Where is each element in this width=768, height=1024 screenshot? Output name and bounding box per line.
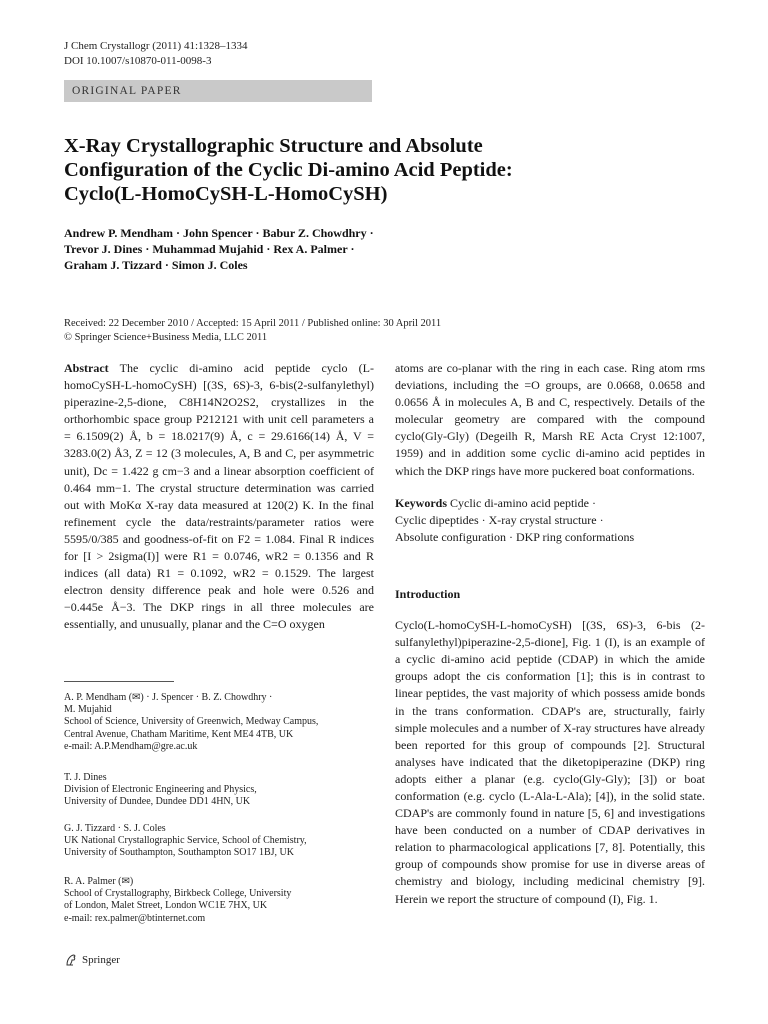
affiliation-block	[64, 823, 374, 860]
title-line: Configuration of the Cyclic Di-amino Acid Peptide:	[64, 159, 513, 181]
keywords-block	[395, 495, 705, 546]
springer-horse-icon	[64, 953, 78, 967]
right-column	[395, 360, 705, 908]
affiliation-line: University of Dundee, Dundee DD1 4HN, UK	[64, 796, 251, 808]
author-list	[64, 225, 704, 273]
affiliation-line: M. Mujahid	[64, 704, 112, 716]
introduction-heading: Introduction	[395, 586, 461, 601]
abstract-text: The cyclic di-amino acid peptide cyclo (L-homoCySH-L-homoCySH) [(3S, 6S)-3, 6-bis(2-sulfanylethyl) piperazine-2,5-dione, C8H14N2O2S2, crystallizes in the orthorhombic space group P212121 with unit cell parameters a = 6.1509(2) Å, b = 18.0217(9) Å, c = 29.6166(14) Å, V = 3283.0(2) Å3, Z = 12 (3 molecules, A, B and C, per asymmetric unit), Dc = 1.422 g cm−3 and a linear absorption coefficient of 0.464 mm−1. The crystal structure determination was carried out with MoKα X-ray data measured at 120(2) K. In the final refinement cycle the data/restraints/parameter ratios were 5595/0/385 and goodness-of-fit on F2 = 1.084. Final R indices for [I > 2sigma(I)] were R1 = 0.0746, wR2 = 0.1356 and R indices (all data) R1 = 0.1092, wR2 = 0.1529. The largest electron density difference peak and hole were 0.526 and −0.445e Å−3. The DKP rings in all three molecules are essentially, and unusually, planar and the C=O oxygen	[64, 361, 374, 632]
affiliation-line: T. J. Dines	[64, 772, 107, 783]
affiliation-line: Division of Electronic Engineering and Physics,	[64, 784, 257, 796]
introduction-text: Cyclo(L-homoCySH-L-homoCySH) [(3S, 6S)-3, 6-bis (2-sulfanylethyl)piperazine-2,5-dione], Fig. 1 (I), is an example of a cyclic di-amino acid peptide (CDAP) in which the amide groups adopt the cis conformation [1]; this is in contrast to linear peptides, the vast majority of which possess amide bonds in the trans conformation. CDAP's are, structurally, fairly simple molecules and a number of X-ray structures have already been reported for this group of compounds [2]. Structural analyses have indicated that the diketopiperazine (DKP) ring adopts either a planar (e.g. cyclo(Gly-Gly); [3]) or boat conformation (e.g. cyclo (L-Ala-L-Ala); [4]), in the solid state. CDAP's are commonly found in nature [5, 6] and investigations have been conducted on a number of CDAP derivatives in relation to pharmacological applications [7, 8]. Potentially, this group of compounds show promise for use in diverse areas of chemistry and biology, including medicinal chemistry [9]. Herein we report the structure of compound (I), Fig. 1.	[395, 618, 705, 906]
journal-citation: J Chem Crystallogr (2011) 41:1328–1334	[64, 40, 248, 52]
doi-line[interactable]: DOI 10.1007/s10870-011-0098-3	[64, 55, 212, 67]
affiliation-line: UK National Crystallographic Service, School of Chemistry,	[64, 835, 307, 847]
title-line: X-Ray Crystallographic Structure and Absolute	[64, 135, 483, 157]
abstract-continued: atoms are co-planar with the ring in each case. Ring atom rms deviations, including the =O groups, are 0.0668, 0.0658 and 0.0656 Å in molecules A, B and C, respectively. Details of the molecular geometry are compared with the compound cyclo(Gly-Gly) (Degeilh R, Marsh RE Acta Cryst 12:1007, 1959) and in addition some cyclic di-amino acid peptides in which the DKP rings have more puckered boat conformations.	[395, 361, 705, 478]
author-line: Graham J. Tizzard · Simon J. Coles	[64, 258, 248, 272]
publisher-logo	[64, 952, 120, 968]
affiliation-line: Central Avenue, Chatham Maritime, Kent ME4 4TB, UK	[64, 728, 294, 740]
affiliation-block	[64, 692, 374, 753]
affiliation-line: University of Southampton, Southampton SO17 1BJ, UK	[64, 847, 295, 859]
keywords-line: Cyclic di-amino acid peptide ·	[450, 495, 596, 510]
copyright-line: © Springer Science+Business Media, LLC 2011	[64, 331, 268, 343]
keywords-line: Absolute configuration · DKP ring conformations	[395, 529, 635, 544]
footnote-divider	[64, 681, 174, 682]
affiliation-line: A. P. Mendham (✉) · J. Spencer · B. Z. Chowdhry ·	[64, 692, 273, 703]
keywords-label: Keywords	[395, 495, 447, 510]
email-link[interactable]: e-mail: A.P.Mendham@gre.ac.uk	[64, 740, 198, 752]
affiliation-line: School of Science, University of Greenwich, Medway Campus,	[64, 716, 319, 728]
history-line: Received: 22 December 2010 / Accepted: 15 April 2011 / Published online: 30 April 2011	[64, 318, 442, 329]
abstract-label: Abstract	[64, 361, 109, 375]
affiliation-line: of London, Malet Street, London WC1E 7HX, UK	[64, 900, 268, 912]
keywords-line: Cyclic dipeptides · X-ray crystal structure ·	[395, 512, 604, 527]
email-link[interactable]: e-mail: rex.palmer@btinternet.com	[64, 912, 206, 924]
article-title	[64, 134, 704, 206]
affiliation-line: G. J. Tizzard · S. J. Coles	[64, 823, 166, 834]
affiliation-line: School of Crystallography, Birkbeck College, University	[64, 888, 292, 900]
abstract-column	[64, 360, 374, 634]
author-line: Andrew P. Mendham · John Spencer · Babur Z. Chowdhry ·	[64, 226, 374, 240]
publisher-name: Springer	[82, 954, 120, 966]
affiliation-block	[64, 876, 374, 925]
affiliation-line: R. A. Palmer (✉)	[64, 876, 134, 887]
section-banner: ORIGINAL PAPER	[64, 80, 372, 102]
affiliation-block	[64, 772, 374, 809]
author-line: Trevor J. Dines · Muhammad Mujahid · Rex A. Palmer ·	[64, 242, 355, 256]
title-line: Cyclo(L-HomoCySH-L-HomoCySH)	[64, 183, 388, 205]
publication-dates	[64, 317, 704, 344]
